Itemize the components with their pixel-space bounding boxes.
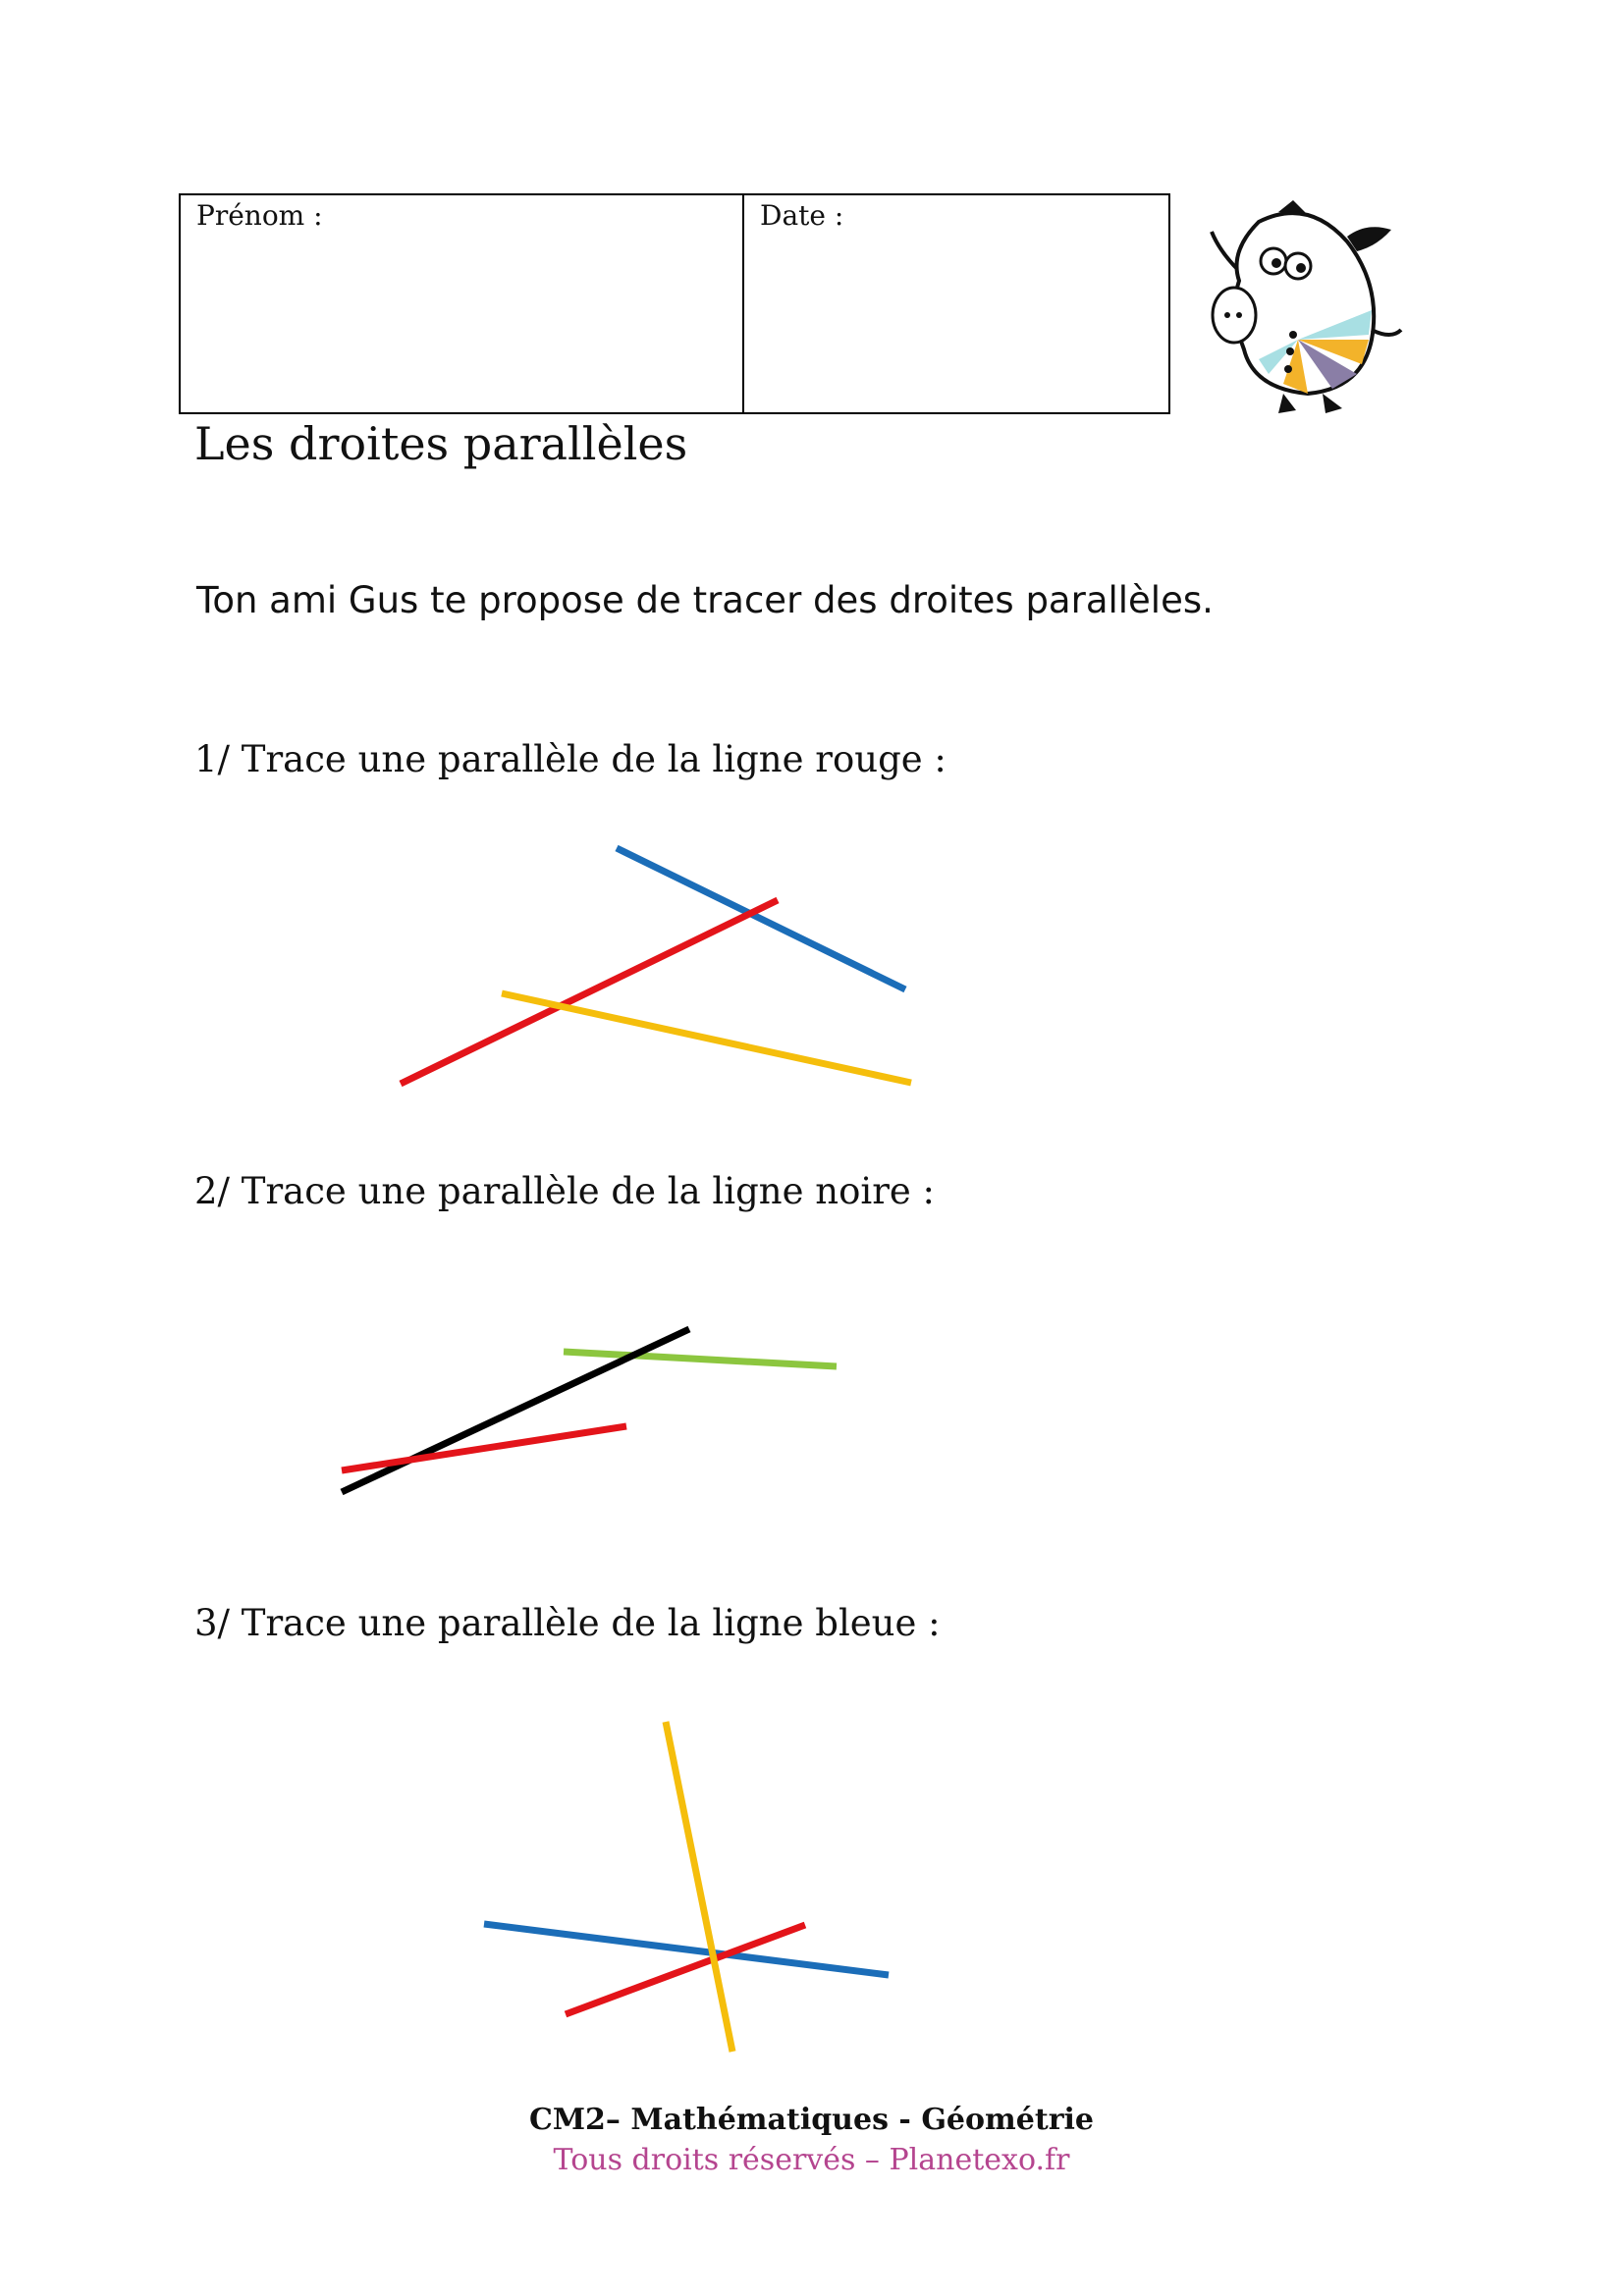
exercise-3-instruction: 3/ Trace une parallèle de la ligne bleue : bbox=[194, 1602, 941, 1644]
intro-text: Ton ami Gus te propose de tracer des droites parallèles. bbox=[196, 579, 1214, 621]
exercise-2-red-line bbox=[342, 1426, 626, 1470]
exercise-1-yellow-line bbox=[502, 993, 911, 1083]
exercise-2-black-line[interactable] bbox=[342, 1329, 689, 1492]
exercise-1-blue-line bbox=[617, 848, 905, 989]
exercise-1-instruction: 1/ Trace une parallèle de la ligne rouge : bbox=[194, 738, 947, 780]
footer-rights: Tous droits réservés – Planetexo.fr bbox=[553, 2143, 1070, 2177]
footer-course: CM2– Mathématiques - Géométrie bbox=[528, 2103, 1095, 2137]
date-label: Date : bbox=[760, 199, 844, 232]
exercise-2-instruction: 2/ Trace une parallèle de la ligne noire : bbox=[194, 1170, 936, 1212]
page-title: Les droites parallèles bbox=[194, 417, 688, 470]
exercise-3-yellow-line bbox=[666, 1722, 732, 2052]
exercise-2-green-line bbox=[564, 1352, 837, 1366]
firstname-label: Prénom : bbox=[196, 199, 323, 232]
exercise-1-red-line[interactable] bbox=[401, 900, 778, 1084]
